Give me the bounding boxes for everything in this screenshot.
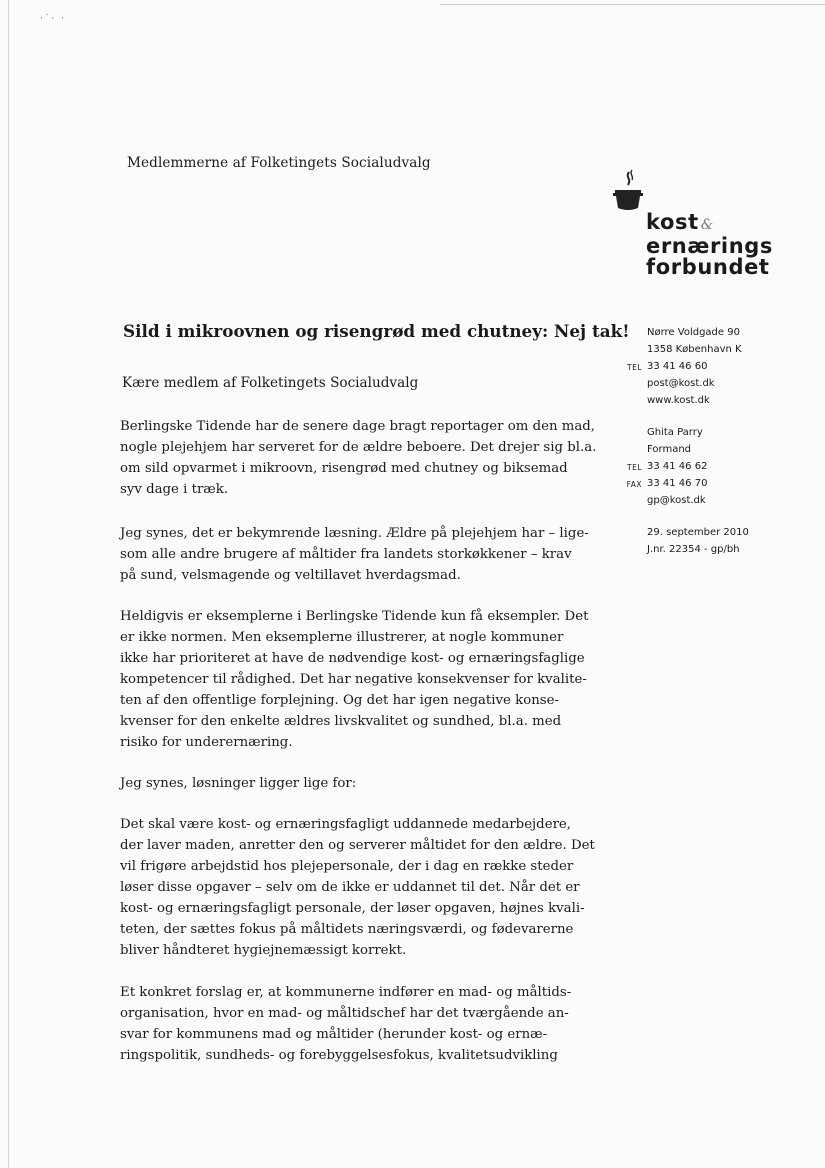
letter-title: Sild i mikroovnen og risengrød med chutney: Nej tak! <box>123 321 630 341</box>
sender-tel-label: TEL <box>627 463 642 472</box>
cooking-pot-icon <box>612 168 644 216</box>
body-paragraph <box>120 416 597 500</box>
paragraph-line: nogle plejehjem har serveret for de ældre beboere. Det drejer sig bl.a. <box>120 440 597 455</box>
logo-word-ernaerings: ernærings <box>646 234 773 258</box>
org-tel-label: TEL <box>627 363 642 372</box>
paragraph-line: syv dage i træk. <box>120 482 229 497</box>
sender-email: gp@kost.dk <box>647 495 706 506</box>
org-website: www.kost.dk <box>647 395 710 406</box>
org-city: 1358 København K <box>647 344 742 355</box>
sender-fax: 33 41 46 70 <box>647 478 708 489</box>
logo-ampersand: & <box>700 217 714 233</box>
body-paragraph <box>120 982 572 1066</box>
paragraph-line: kompetencer til rådighed. Det har negative konsekvenser for kvalite- <box>120 672 587 687</box>
scan-specks: ·˙· · <box>40 14 66 24</box>
paragraph-line: om sild opvarmet i mikroovn, risengrød med chutney og biksemad <box>120 461 568 476</box>
body-paragraph <box>120 523 589 586</box>
scan-edge-top <box>440 4 825 5</box>
org-tel: 33 41 46 60 <box>647 361 708 372</box>
paragraph-line: risiko for underernæring. <box>120 735 293 750</box>
body-paragraph <box>120 814 595 961</box>
paragraph-line: Heldigvis er eksemplerne i Berlingske Tidende kun få eksempler. Det <box>120 609 589 624</box>
sender-fax-label: FAX <box>626 480 642 489</box>
org-street: Nørre Voldgade 90 <box>647 327 740 338</box>
paragraph-line: Et konkret forslag er, at kommunerne indfører en mad- og måltids- <box>120 985 572 1000</box>
letter-reference: J.nr. 22354 - gp/bh <box>647 544 740 555</box>
paragraph-line: løser disse opgaver – selv om de ikke er uddannet til det. Når det er <box>120 880 580 895</box>
letter-date: 29. september 2010 <box>647 527 749 538</box>
org-email: post@kost.dk <box>647 378 715 389</box>
paragraph-line: er ikke normen. Men eksemplerne illustrerer, at nogle kommuner <box>120 630 564 645</box>
paragraph-line: ten af den offentlige forplejning. Og det har igen negative konse- <box>120 693 559 708</box>
recipient-line: Medlemmerne af Folketingets Socialudvalg <box>127 155 431 171</box>
salutation: Kære medlem af Folketingets Socialudvalg <box>122 375 419 391</box>
scan-edge-left <box>8 0 9 1168</box>
sender-name: Ghita Parry <box>647 427 703 438</box>
paragraph-line: kost- og ernæringsfagligt personale, der løser opgaven, højnes kvali- <box>120 901 585 916</box>
paragraph-line: organisation, hvor en mad- og måltidschef har det tværgående an- <box>120 1006 569 1021</box>
logo-word-kost: kost <box>646 210 699 234</box>
paragraph-line: ringspolitik, sundheds- og forebyggelsesfokus, kvalitetsudvikling <box>120 1048 558 1063</box>
paragraph-line: som alle andre brugere af måltider fra landets storkøkkener – krav <box>120 547 572 562</box>
sender-role: Formand <box>647 444 692 455</box>
paragraph-line: Jeg synes, det er bekymrende læsning. Ældre på plejehjem har – lige- <box>120 526 589 541</box>
logo-word-forbundet: forbundet <box>646 255 770 279</box>
paragraph-line: på sund, velsmagende og veltillavet hverdagsmad. <box>120 568 461 583</box>
body-paragraph <box>120 606 589 753</box>
paragraph-line: vil frigøre arbejdstid hos plejepersonale, der i dag en række steder <box>120 859 574 874</box>
paragraph-line: Det skal være kost- og ernæringsfagligt uddannede medarbejdere, <box>120 817 572 832</box>
paragraph-line: Berlingske Tidende har de senere dage bragt reportager om den mad, <box>120 419 596 434</box>
paragraph-line: der laver maden, anretter den og serverer måltidet for den ældre. Det <box>120 838 595 853</box>
paragraph-line: bliver håndteret hygiejnemæssigt korrekt. <box>120 943 407 958</box>
paragraph-line: kvenser for den enkelte ældres livskvalitet og sundhed, bl.a. med <box>120 714 562 729</box>
body-paragraph <box>120 773 560 794</box>
organization-logo <box>646 212 773 278</box>
paragraph-line: svar for kommunens mad og måltider (herunder kost- og ernæ- <box>120 1027 548 1042</box>
paragraph-line: teten, der sættes fokus på måltidets næringsværdi, og fødevarerne <box>120 922 574 937</box>
paragraph-line: ikke har prioriteret at have de nødvendige kost- og ernæringsfaglige <box>120 651 585 666</box>
sender-tel: 33 41 46 62 <box>647 461 708 472</box>
paragraph-line: Jeg synes, løsninger ligger lige for: <box>120 776 357 791</box>
